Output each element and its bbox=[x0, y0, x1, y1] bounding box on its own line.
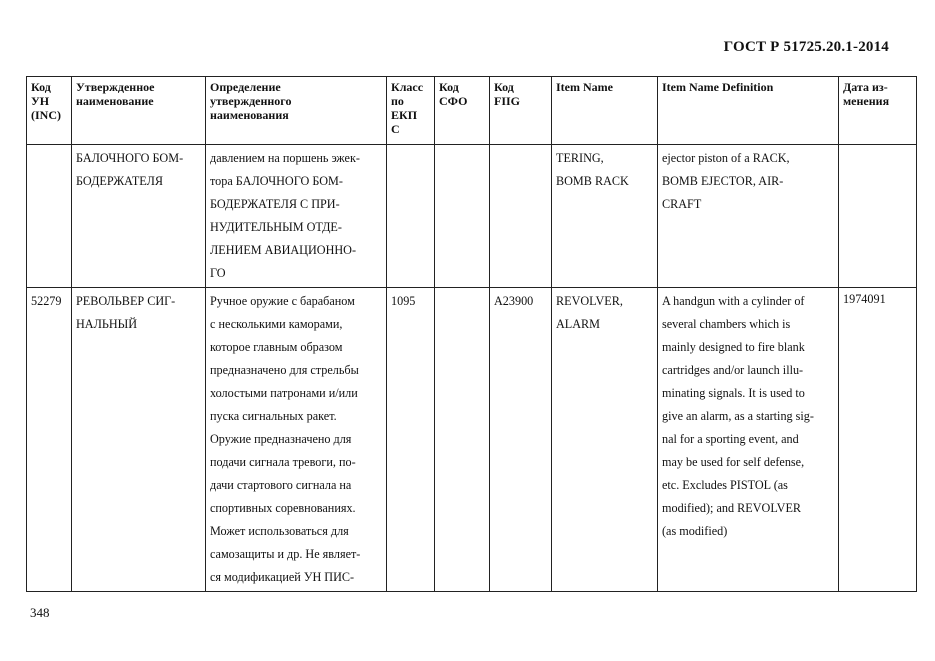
cell-class bbox=[387, 145, 435, 288]
cell-line: etc. Excludes PISTOL (as bbox=[662, 478, 788, 492]
cell-line: Оружие предназначено для bbox=[210, 432, 352, 446]
header-line: Класс bbox=[391, 80, 424, 94]
cell-line: (as modified) bbox=[662, 524, 728, 538]
cell-line: пуска сигнальных ракет. bbox=[210, 409, 337, 423]
cell-class bbox=[387, 288, 435, 592]
cell-line: БАЛОЧНОГО БОМ- bbox=[76, 151, 184, 165]
cell-item-name bbox=[552, 145, 658, 288]
cell-line: с несколькими каморами, bbox=[210, 317, 343, 331]
cell-line: 1095 bbox=[391, 294, 416, 308]
cell-line: ГО bbox=[210, 266, 226, 280]
column-header-item-name-definition bbox=[658, 77, 839, 145]
page-number: 348 bbox=[30, 605, 50, 620]
cell-line: холостыми патронами и/или bbox=[210, 386, 358, 400]
cell-sfo bbox=[435, 145, 490, 288]
cell-line: ЛЕНИЕМ АВИАЦИОННО- bbox=[210, 243, 357, 257]
cell-fiig bbox=[490, 145, 552, 288]
table-header-row bbox=[27, 77, 917, 145]
cell-definition bbox=[206, 145, 387, 288]
cell-approved-name bbox=[72, 288, 206, 592]
table-row bbox=[27, 145, 917, 288]
header-line: наименования bbox=[210, 108, 289, 122]
header-line: (INC) bbox=[31, 108, 61, 122]
document-code: ГОСТ Р 51725.20.1-2014 bbox=[723, 39, 889, 55]
cell-line: A handgun with a cylinder of bbox=[662, 294, 805, 308]
column-header-sfo bbox=[435, 77, 490, 145]
column-header-change-date bbox=[839, 77, 917, 145]
cell-line: дачи стартового сигнала на bbox=[210, 478, 352, 492]
table-row bbox=[27, 288, 917, 592]
cell-line: minating signals. It is used to bbox=[662, 386, 805, 400]
cell-line: give an alarm, as a starting sig- bbox=[662, 409, 814, 423]
cell-line: 1974091 bbox=[843, 292, 886, 306]
cell-line: 52279 bbox=[31, 294, 62, 308]
cell-line: Может использоваться для bbox=[210, 524, 349, 538]
cell-line: подачи сигнала тревоги, по- bbox=[210, 455, 356, 469]
header-line: С bbox=[391, 122, 400, 136]
cell-line: several chambers which is bbox=[662, 317, 791, 331]
column-header-class bbox=[387, 77, 435, 145]
cell-item-name-definition bbox=[658, 145, 839, 288]
cell-line: CRAFT bbox=[662, 197, 702, 211]
header-line: Утвержденное bbox=[76, 80, 155, 94]
cell-line: may be used for self defense, bbox=[662, 455, 805, 469]
header-line: утвержденного bbox=[210, 94, 292, 108]
cell-line: самозащиты и др. Не являет- bbox=[210, 547, 361, 561]
cell-line: ся модификацией УН ПИС- bbox=[210, 570, 355, 584]
cell-line: БОДЕРЖАТЕЛЯ bbox=[76, 174, 163, 188]
cell-line: TERING, bbox=[556, 151, 604, 165]
header-line: СФО bbox=[439, 94, 468, 108]
cell-line: BOMB EJECTOR, AIR- bbox=[662, 174, 784, 188]
cell-line: Ручное оружие с барабаном bbox=[210, 294, 355, 308]
cell-approved-name bbox=[72, 145, 206, 288]
cell-item-name bbox=[552, 288, 658, 592]
cell-sfo bbox=[435, 288, 490, 592]
header-line: УН bbox=[31, 94, 50, 108]
header-line: по bbox=[391, 94, 404, 108]
cell-fiig bbox=[490, 288, 552, 592]
cell-item-name-definition bbox=[658, 288, 839, 592]
cell-line: mainly designed to fire blank bbox=[662, 340, 805, 354]
cell-line: НАЛЬНЫЙ bbox=[76, 317, 138, 331]
header-line: Дата из- bbox=[843, 80, 888, 94]
cell-line: modified); and REVOLVER bbox=[662, 501, 802, 515]
header-line: Код bbox=[31, 80, 51, 94]
cell-line: BOMB RACK bbox=[556, 174, 629, 188]
cell-change-date bbox=[839, 145, 917, 288]
header-line: Item Name Definition bbox=[662, 80, 774, 94]
cell-inc bbox=[27, 288, 72, 592]
cell-inc bbox=[27, 145, 72, 288]
cell-line: тора БАЛОЧНОГО БОМ- bbox=[210, 174, 343, 188]
cell-line: ALARM bbox=[556, 317, 601, 331]
header-line: Код bbox=[439, 80, 459, 94]
cell-line: которое главным образом bbox=[210, 340, 343, 354]
cell-definition bbox=[206, 288, 387, 592]
header-line: Код bbox=[494, 80, 514, 94]
cell-line: РЕВОЛЬВЕР СИГ- bbox=[76, 294, 176, 308]
header-line: FIIG bbox=[494, 94, 521, 108]
cell-change-date bbox=[839, 288, 917, 592]
column-header-inc bbox=[27, 77, 72, 145]
header-line: менения bbox=[843, 94, 890, 108]
cell-line: ejector piston of a RACK, bbox=[662, 151, 790, 165]
cell-line: НУДИТЕЛЬНЫМ ОТДЕ- bbox=[210, 220, 342, 234]
catalog-table bbox=[26, 76, 917, 592]
column-header-definition bbox=[206, 77, 387, 145]
cell-line: A23900 bbox=[494, 294, 534, 308]
header-line: Item Name bbox=[556, 80, 613, 94]
cell-line: БОДЕРЖАТЕЛЯ С ПРИ- bbox=[210, 197, 340, 211]
header-line: ЕКП bbox=[391, 108, 418, 122]
column-header-approved-name bbox=[72, 77, 206, 145]
cell-line: предназначено для стрельбы bbox=[210, 363, 359, 377]
column-header-item-name bbox=[552, 77, 658, 145]
header-line: Определение bbox=[210, 80, 281, 94]
cell-line: давлением на поршень эжек- bbox=[210, 151, 360, 165]
cell-line: спортивных соревнованиях. bbox=[210, 501, 356, 515]
cell-line: nal for a sporting event, and bbox=[662, 432, 799, 446]
header-line: наименование bbox=[76, 94, 154, 108]
cell-line: REVOLVER, bbox=[556, 294, 623, 308]
cell-line: cartridges and/or launch illu- bbox=[662, 363, 804, 377]
column-header-fiig bbox=[490, 77, 552, 145]
